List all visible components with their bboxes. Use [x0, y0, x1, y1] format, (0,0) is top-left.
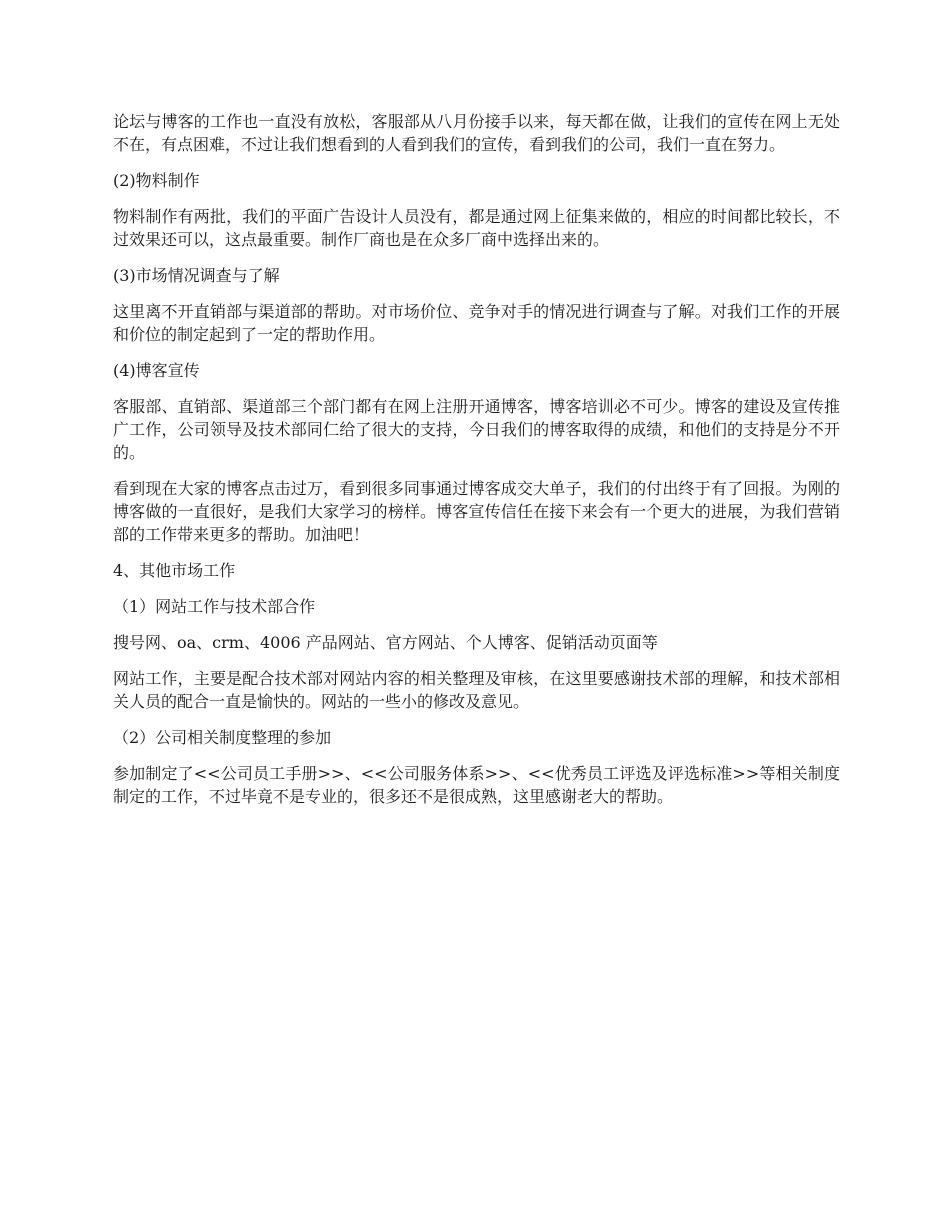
heading-blog-promotion: (4)博客宣传	[113, 361, 200, 380]
paragraph-market-research: 这里离不开直销部与渠道部的帮助。对市场价位、竞争对手的情况进行调查与了解。对我们工作的开展和价位的制定起到了一定的帮助作用。	[113, 302, 840, 344]
paragraph-website-work: 网站工作，主要是配合技术部对网站内容的相关整理及审核，在这里要感谢技术部的理解，和技术部相关人员的配合一直是愉快的。网站的一些小的修改及意见。	[113, 669, 840, 711]
heading-company-policies: （2）公司相关制度整理的参加	[113, 728, 332, 747]
document-body	[113, 110, 840, 821]
paragraph-forum-blog-work: 论坛与博客的工作也一直没有放松，客服部从八月份接手以来，每天都在做，让我们的宣传在网上无处不在，有点困难，不过让我们想看到的人看到我们的宣传，看到我们的公司，我们一直在努力。	[113, 112, 840, 154]
heading-market-research: (3)市场情况调查与了解	[113, 266, 280, 285]
paragraph-blog-results: 看到现在大家的博客点击过万，看到很多同事通过博客成交大单子，我们的付出终于有了回报。为刚的博客做的一直很好，是我们大家学习的榜样。博客宣传信任在接下来会有一个更大的进展，为我们营销部的工作带来更多的帮助。加油吧！	[113, 479, 840, 544]
paragraph-website-list: 搜号网、oa、crm、4006 产品网站、官方网站、个人博客、促销活动页面等	[113, 633, 658, 652]
paragraph-company-policies: 参加制定了<<公司员工手册>>、<<公司服务体系>>、<<优秀员工评选及评选标准>>等相关制度制定的工作，不过毕竟不是专业的，很多还不是很成熟，这里感谢老大的帮助。	[113, 764, 840, 806]
heading-other-market-work: 4、其他市场工作	[113, 561, 236, 580]
paragraph-blog-promotion: 客服部、直销部、渠道部三个部门都有在网上注册开通博客，博客培训必不可少。博客的建设及宣传推广工作，公司领导及技术部同仁给了很大的支持，今日我们的博客取得的成绩，和他们的支持是分不开的。	[113, 397, 840, 462]
heading-materials: (2)物料制作	[113, 171, 200, 190]
heading-website-work: （1）网站工作与技术部合作	[113, 597, 316, 616]
paragraph-materials: 物料制作有两批，我们的平面广告设计人员没有，都是通过网上征集来做的，相应的时间都比较长，不过效果还可以，这点最重要。制作厂商也是在众多厂商中选择出来的。	[113, 207, 840, 249]
